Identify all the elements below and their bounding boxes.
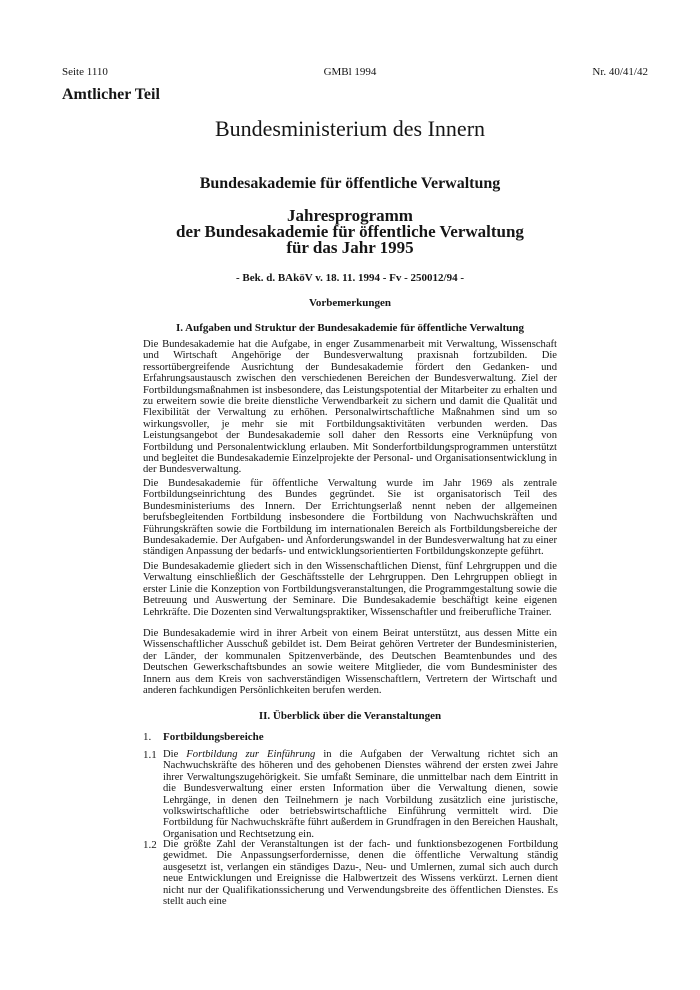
section-1-heading: I. Aufgaben und Struktur der Bundesakademie für öffentliche Verwaltung — [175, 322, 525, 334]
item-paragraph — [163, 749, 558, 840]
ministry-heading: Bundesministerium des Innern — [214, 116, 486, 141]
title-line-2: der Bundesakademie für öffentliche Verwaltung — [176, 222, 524, 241]
item-text: in die Aufgaben der Verwaltung richtet sich an Nachwuchskräfte des höheren und des gehobenen Dienstes während der ersten zwei Jahre ihrer Verwaltungszugehörigkeit. Sie umfaßt Seminare, die unmittelbar nach dem Eintritt in die Bundesverwaltung einer ersten Information über die Verwaltung dienen, sowie Lehrgänge, in denen den Teilnehmern je nach Vorbildung zusätzlich eine juristische, volkswirtschaftliche oder betriebswirtschaftliche Einführung vermittelt wird. Die Fortbildung für Nachwuchskräfte führt außerdem in Grundfragen in den Bereichen Haushalt, Organisation und Rechtsetzung ein. — [163, 749, 558, 840]
agency-heading: Bundesakademie für öffentliche Verwaltung — [199, 175, 501, 192]
item-emphasis: Fortbildung zur Einführung — [186, 749, 316, 760]
preliminary-heading: Vorbemerkungen — [308, 297, 392, 309]
journal-name: GMBl 1994 — [323, 66, 377, 78]
item-text: Die — [163, 749, 187, 760]
issue-number: Nr. 40/41/42 — [592, 66, 648, 78]
item-number: 1.1 — [143, 749, 157, 761]
paragraph: Die Bundesakademie wird in ihrer Arbeit von einem Beirat unterstützt, aus dessen Mitte ein Wissenschaftlicher Ausschuß gebildet ist. Dem Beirat gehören Vertreter der Bundesministerien, der Länder, der kommunalen Spitzenverbände, des Deutschen Beamtenbundes und des Deutschen Gewerkschaftsbundes an sowie weitere Mitglieder, die vom Bundesminister des Innern aus dem Kreis von sachverständigen Wissenschaftlern, Vertretern der Wirtschaft und anderen fachkundigen Persönlichkeiten berufen werden. — [143, 628, 557, 697]
page-number: Seite 1110 — [62, 66, 108, 78]
item-number: 1.2 — [143, 839, 157, 851]
item-paragraph: Die größte Zahl der Veranstaltungen ist der fach- und funktionsbezogenen Fortbildung gewidmet. Die Anpassungserfordernisse, denen die öffentliche Verwaltung ständig ausgesetzt ist, verlangen ein ständiges Dazu-, Neu- und Umlernen, zumal sich auch durch neue Entwicklungen und Ereignisse die Halbwertzeit des Wissens verkürzt. Lernen dient nicht nur der Qualifikationssicherung und Verwendungsbreite des öffentlichen Dienstes. Es stellt auch eine — [163, 839, 558, 908]
section-label: Amtlicher Teil — [62, 86, 160, 103]
title-line-1: Jahresprogramm — [287, 206, 413, 225]
paragraph: Die Bundesakademie für öffentliche Verwaltung wurde im Jahr 1969 als zentrale Fortbildungseinrichtung des Bundes gegründet. Sie ist organisatorisch Teil des Bundesministeriums des Innern. Der Errichtungserlaß nennt neben der allgemeinen berufsbegleitenden Fortbildung insbesondere die Fortbildung von Nachwuchskräften und Führungskräften sowie die Fortbildung im internationalen Bereich als Fortbildungsbereiche der Bundesakademie. Der Aufgaben- und Anforderungswandel in der Bundesverwaltung hat zu einer ständigen Anpassung der bedarfs- und entwicklungsorientierten Fortbildungskonzepte geführt. — [143, 478, 557, 558]
section-2-heading: II. Überblick über die Veranstaltungen — [258, 710, 442, 722]
reference-line: - Bek. d. BAköV v. 18. 11. 1994 - Fv - 250012/94 - — [235, 272, 465, 284]
paragraph: Die Bundesakademie hat die Aufgabe, in enger Zusammenarbeit mit Verwaltung, Wissenschaft und Wirtschaft Angehörige der Bundesverwaltung praxisnah fortzubilden. Die ressortübergreifende Ausrichtung der Bundesakademie fördert den Gedanken- und Erfahrungsaustausch zwischen den verschiedenen Bereichen der Bundesverwaltung. Ziel der Fortbildungsmaßnahmen ist insbesondere, das Leistungspotential der Mitarbeiter zu erhalten und zu erweitern sowie die breite dienstliche Verwendbarkeit zu sichern und damit die Qualität und Flexibilität der Verwaltung zu erhöhen. Personalwirtschaftliche Maßnahmen sind um so wirkungsvoller, je mehr sie mit Fortbildungsaktivitäten verbunden werden. Das Leistungsangebot der Bundesakademie soll daher den Ressorts eine Verknüpfung von Fortbildung und Personalentwicklung erlauben. Mit Sonderfortbildungsprogrammen unterstützt und begleitet die Bundesakademie Einzelprojekte der Personal- und Organisationsentwicklung in der Bundesverwaltung. — [143, 339, 557, 476]
title-line-3: für das Jahr 1995 — [286, 238, 414, 257]
item-number: 1. — [143, 731, 152, 743]
document-title — [0, 208, 700, 256]
item-title: Fortbildungsbereiche — [163, 731, 264, 743]
paragraph: Die Bundesakademie gliedert sich in den Wissenschaftlichen Dienst, fünf Lehrgruppen und die Verwaltung einschließlich der Geschäftsstelle der Lehrgruppen. Den Lehrgruppen obliegt in erster Linie die Konzeption von Fortbildungsveranstaltungen, die Programmgestaltung sowie die Betreuung und Auswertung der Seminare. Die Bundesakademie beschäftigt keine eigenen Lehrkräfte. Die Dozenten sind Verwaltungspraktiker, Wissenschaftler und freiberufliche Trainer. — [143, 561, 557, 618]
